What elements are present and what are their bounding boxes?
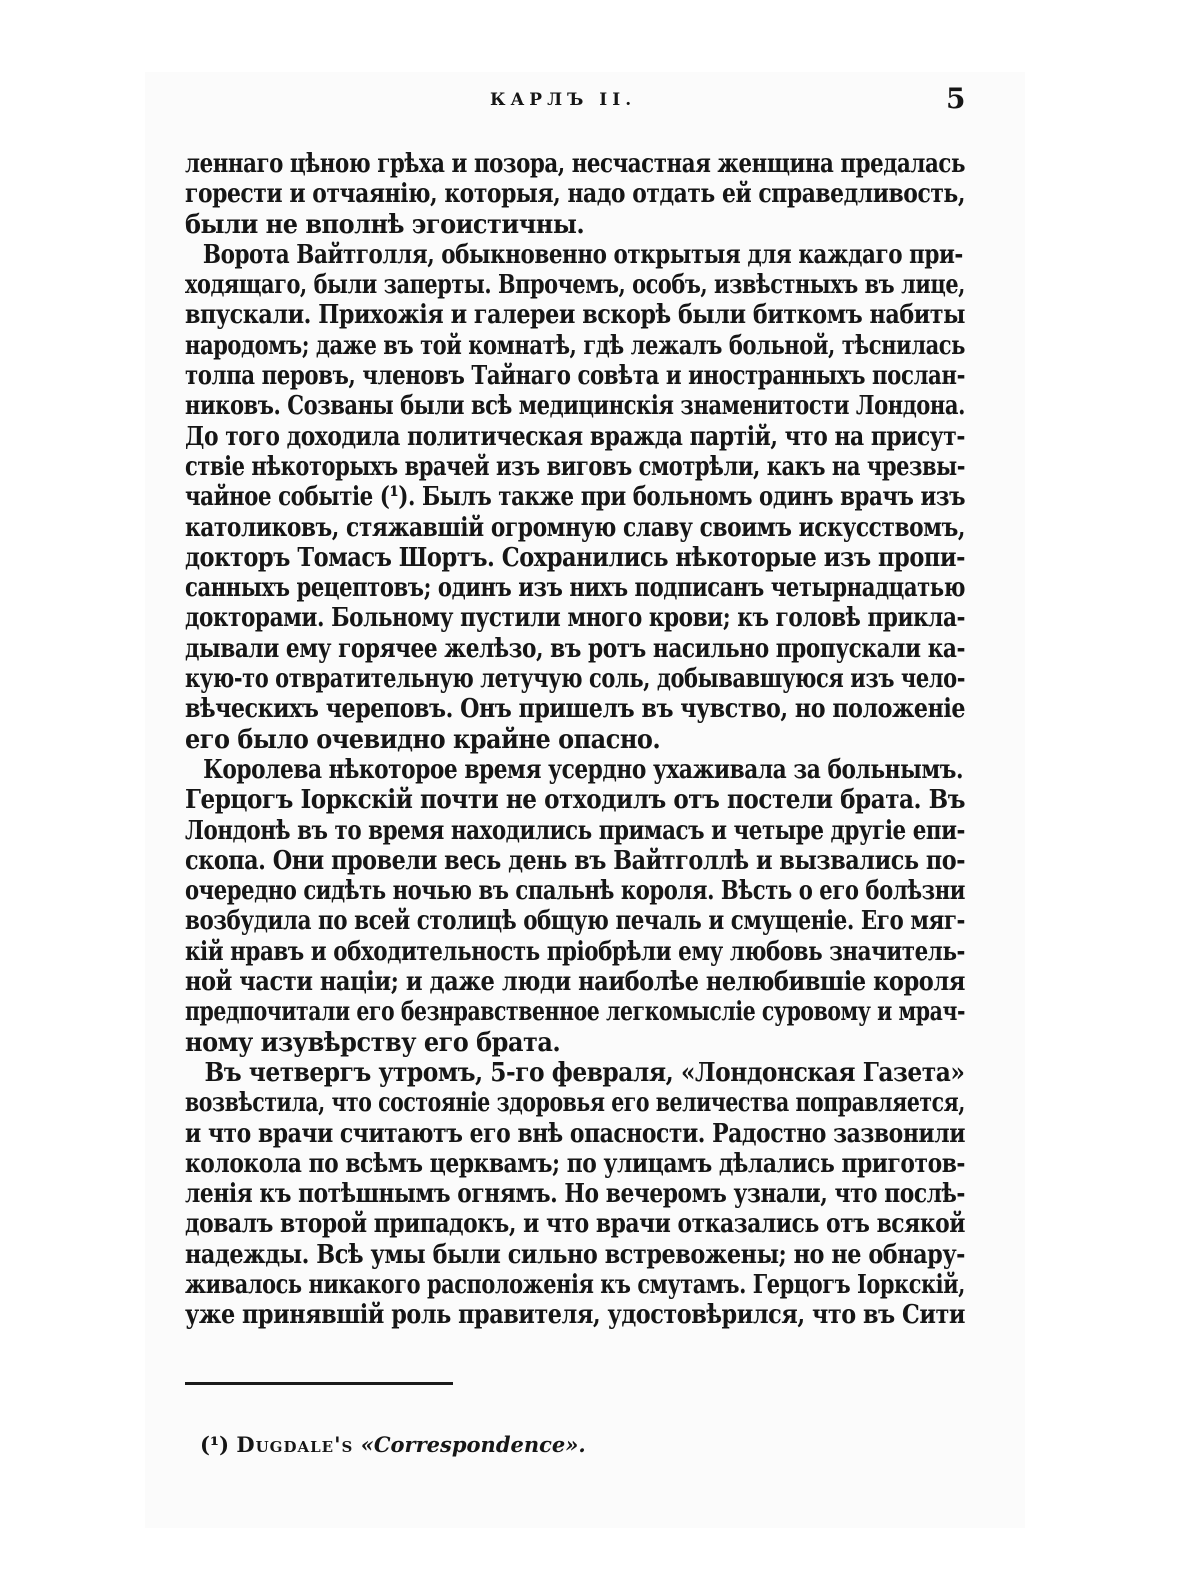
footnote-divider xyxy=(185,1382,453,1385)
text-line: уже принявшій роль правителя, удостовѣрился, что въ Сити xyxy=(185,1297,965,1330)
text-line: ствіе нѣкоторыхъ врачей изъ виговъ смотрѣли, какъ на чрезвы- xyxy=(185,449,965,482)
text-line: никовъ. Созваны были всѣ медицинскія знаменитости Лондона. xyxy=(185,388,965,421)
text-line: ходящаго, были заперты. Впрочемъ, особъ, извѣстныхъ въ лице, xyxy=(185,267,965,300)
body-text xyxy=(185,148,965,1330)
text-line: народомъ; даже въ той комнатѣ, гдѣ лежалъ больной, тѣснилась xyxy=(185,328,965,361)
text-line: колокола по всѣмъ церквамъ; по улицамъ дѣлались приготов- xyxy=(185,1146,965,1179)
text-line: дывали ему горячее желѣзо, въ ротъ насильно пропускали ка- xyxy=(185,631,965,664)
text-line: живалось никакого расположенія къ смутамъ. Герцогъ Іоркскій, xyxy=(185,1267,965,1300)
text-line: возбудила по всей столицѣ общую печаль и смущеніе. Его мяг- xyxy=(185,903,965,936)
text-line: горести и отчаянію, которыя, надо отдать ей справедливость, xyxy=(185,176,965,209)
text-line: и что врачи считаютъ его внѣ опасности. Радостно зазвонили xyxy=(185,1115,965,1148)
text-line: скопа. Они провели весь день въ Вайтголлѣ и вызвались по- xyxy=(185,843,965,876)
text-line: возвѣстила, что состояніе здоровья его величества поправляется, xyxy=(185,1085,965,1118)
text-line: довалъ второй припадокъ, и что врачи отказались отъ всякой xyxy=(185,1206,965,1239)
text-line: католиковъ, стяжавшій огромную славу своимъ искусствомъ, xyxy=(185,510,965,542)
text-line: ной части націи; и даже люди наиболѣе нелюбившіе короля xyxy=(185,964,965,997)
text-line: кую-то отвратительную летучую соль, добывавшуюся изъ чело- xyxy=(185,661,965,694)
text-line: были не вполнѣ эгоистичны. xyxy=(185,207,585,239)
text-line: докторъ Томасъ Шортъ. Сохранились нѣкоторые изъ пропи- xyxy=(185,540,965,573)
text-line: впускали. Прихожія и галереи вскорѣ были биткомъ набиты xyxy=(185,297,965,330)
text-line: кій нравъ и обходительность пріобрѣли ему любовь значитель- xyxy=(185,934,965,967)
footnote-marker: (¹) xyxy=(200,1432,230,1457)
text-line: Королева нѣкоторое время усердно ухаживала за больнымъ. xyxy=(203,752,964,785)
footnote-work: «Correspondence». xyxy=(360,1432,586,1457)
text-line: Въ четвергъ утромъ, 5-го февраля, «Лондонская Газета» xyxy=(204,1055,965,1088)
text-line: чайное событіе (¹). Былъ также при больномъ одинъ врачъ изъ xyxy=(185,479,965,512)
text-line: вѣческихъ череповъ. Онъ пришелъ въ чувство, но положеніе xyxy=(185,691,965,724)
footnote xyxy=(200,1432,586,1457)
text-line: очередно сидѣть ночью въ спальнѣ короля. Вѣсть о его болѣзни xyxy=(185,873,965,906)
text-line: его было очевидно крайне опасно. xyxy=(185,722,661,755)
text-line: Ворота Вайтголля, обыкновенно открытыя для каждаго при- xyxy=(202,237,963,270)
text-line: ному изувѣрству его брата. xyxy=(185,1025,561,1057)
text-line: До того доходила политическая вражда партій, что на присут- xyxy=(185,419,965,452)
footnote-author: Dugdale's xyxy=(236,1432,354,1457)
text-line: толпа перовъ, членовъ Тайнаго совѣта и иностранныхъ послан- xyxy=(185,358,965,391)
text-line: предпочитали его безнравственное легкомысліе суровому и мрач- xyxy=(185,994,965,1027)
text-line: Герцогъ Іоркскій почти не отходилъ отъ постели брата. Въ xyxy=(185,782,965,815)
text-line: докторами. Больному пустили много крови; къ головѣ прикла- xyxy=(185,600,965,633)
text-line: леннаго цѣною грѣха и позора, несчастная женщина предалась xyxy=(185,146,965,179)
text-line: надежды. Всѣ умы были сильно встревожены; но не обнару- xyxy=(185,1237,965,1270)
text-line: санныхъ рецептовъ; одинъ изъ нихъ подписанъ четырнадцатью xyxy=(185,570,965,603)
running-title: КАРЛЪ II. xyxy=(490,90,637,110)
text-line: Лондонѣ въ то время находились примасъ и четыре другіе епи- xyxy=(185,813,965,845)
text-line: ленія къ потѣшнымъ огнямъ. Но вечеромъ узнали, что послѣ- xyxy=(185,1176,965,1209)
page-number: 5 xyxy=(946,82,966,115)
